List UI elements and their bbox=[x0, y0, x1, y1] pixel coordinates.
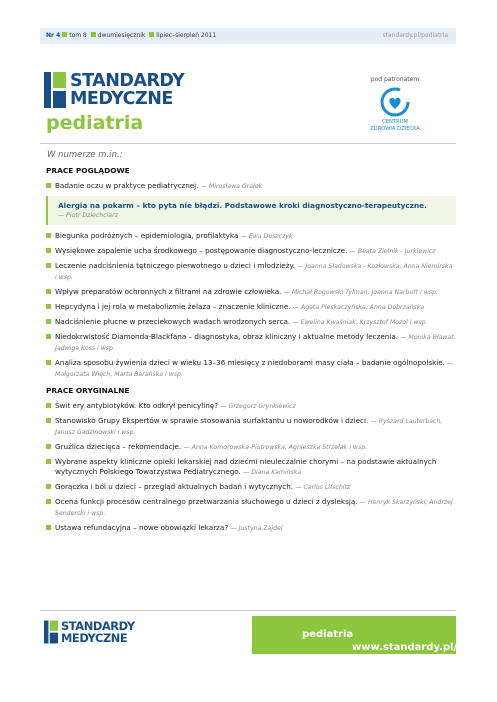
article-item[interactable] bbox=[46, 442, 456, 453]
article-title: Świt ery antybiotyków. Kto odkrył penicylinę? bbox=[55, 401, 219, 410]
issue-bar bbox=[40, 28, 456, 44]
article-item[interactable] bbox=[46, 246, 456, 257]
footer-divider bbox=[40, 610, 456, 611]
article-title: Leczenie nadciśnienia tętniczego pierwotnego u dzieci i młodzieży. bbox=[55, 261, 295, 270]
article-item[interactable] bbox=[46, 261, 456, 283]
article-authors: — Piotr Dziechciarz bbox=[58, 212, 118, 219]
bullet-square-icon bbox=[46, 525, 51, 530]
bullet-square-icon bbox=[91, 32, 96, 37]
bullet-square-icon bbox=[46, 289, 51, 294]
article-item[interactable] bbox=[46, 523, 456, 534]
article-title: Badanie oczu w praktyce pediatrycznej. bbox=[55, 181, 199, 190]
article-title: Ustawa refundacyjna – nowe obowiązki lekarza? bbox=[55, 523, 229, 532]
period: lipiec–sierpień 2011 bbox=[156, 32, 217, 39]
logo-line2: MEDYCZNE bbox=[70, 89, 173, 109]
top-url-link[interactable]: standardy.pl/pediatria bbox=[382, 32, 448, 39]
article-title: Stanowisko Grupy Ekspertów w sprawie stosowania surfaktantu u noworodków i dzieci. bbox=[55, 416, 369, 425]
footer-logo-mark-icon bbox=[44, 620, 58, 644]
article-authors: — Anna Komorowska-Piotrowska, Agnieszka Strzelak i wsp. bbox=[183, 444, 368, 451]
bullet-square-icon bbox=[46, 499, 51, 504]
article-title: Ocena funkcji procesów centralnego przetwarzania słuchowego u dzieci z dysleksją. bbox=[55, 497, 358, 506]
article-authors: — Diana Kamińska bbox=[243, 469, 302, 476]
footer-logo bbox=[44, 620, 154, 646]
patronage bbox=[352, 76, 438, 133]
volume: tom 8 bbox=[69, 32, 87, 39]
bullet-square-icon bbox=[46, 484, 51, 489]
footer-url-link[interactable]: www.standardy.pl/ pediatria bbox=[302, 629, 458, 653]
footer-url-banner[interactable] bbox=[252, 616, 456, 654]
frequency: dwumiesięcznik bbox=[97, 32, 146, 39]
bullet-square-icon bbox=[46, 459, 51, 464]
patronage-name-2: ZDROWIA DZIECKA bbox=[370, 126, 420, 132]
article-authors: — Michał Rogowski Tylman, Joanna Narbutt i wsp. bbox=[283, 289, 438, 296]
bullet-square-icon bbox=[46, 233, 51, 238]
footer-logo-line2: MEDYCZNE bbox=[61, 631, 128, 645]
highlighted-article[interactable] bbox=[46, 196, 456, 225]
bullet-square-icon bbox=[46, 418, 51, 423]
article-authors: — Henryk Skarżyński, Andrzej Senderski i wsp. bbox=[55, 499, 453, 517]
article-authors: — Mirosława Grałek bbox=[200, 183, 263, 190]
article-authors: — Ewa Duszczyk bbox=[240, 233, 293, 240]
section-title: PRACE POGLĄDOWE bbox=[46, 166, 130, 175]
article-title: Hepcydyna i jej rola w metabolizmie żelaza – znaczenie kliniczne. bbox=[55, 302, 291, 311]
article-authors: — Justyna Zajdel bbox=[230, 525, 283, 532]
article-title: Niedokrwistość Diamonda-Blackfana – diagnostyka, obraz kliniczny i aktualne metody leczenia. bbox=[55, 332, 399, 341]
czd-heart-icon bbox=[380, 87, 410, 117]
patronage-label: pod patronatem bbox=[370, 76, 420, 83]
journal-subtitle: pediatria bbox=[46, 112, 144, 134]
bullet-square-icon bbox=[46, 319, 51, 324]
bullet-square-icon bbox=[46, 248, 51, 253]
bullet-square-icon bbox=[46, 334, 51, 339]
article-item[interactable] bbox=[46, 302, 456, 313]
standardy-logo bbox=[44, 72, 204, 110]
article-authors: — Ryszard Lauterbach, Janusz Gadzinowski i wsp. bbox=[55, 418, 443, 436]
article-item[interactable] bbox=[46, 358, 456, 380]
section-title: PRACE ORYGINALNE bbox=[46, 386, 130, 395]
footer-logo-line1: STANDARDY bbox=[61, 619, 135, 633]
article-title: Wybrane aspekty kliniczne opieki lekarskiej nad dziećmi nieuleczalnie chorymi – na podstawie aktualnych wytycznych Polskiego Towarzystwa Pediatrycznego. bbox=[55, 457, 437, 476]
article-item[interactable] bbox=[46, 482, 456, 493]
header-divider bbox=[40, 143, 456, 144]
article-item[interactable] bbox=[46, 401, 456, 412]
article-title: Wpływ preparatów ochronnych z filtrami na zdrowie człowieka. bbox=[55, 287, 282, 296]
bullet-square-icon bbox=[46, 444, 51, 449]
article-item[interactable] bbox=[46, 457, 456, 478]
issue-info bbox=[46, 32, 216, 39]
article-item[interactable] bbox=[46, 332, 456, 354]
intro-text: W numerze m.in.: bbox=[47, 150, 123, 160]
bullet-square-icon bbox=[46, 183, 51, 188]
bullet-square-icon bbox=[46, 263, 51, 268]
article-authors: — Agata Pleskaczyńska, Anna Dobrzańska bbox=[292, 304, 425, 311]
article-title: Alergia na pokarm – kto pyta nie błądzi. Podstawowe kroki diagnostyczno-terapeutyczne. bbox=[58, 201, 427, 210]
bullet-square-icon bbox=[46, 360, 51, 365]
bullet-square-icon bbox=[46, 304, 51, 309]
article-authors: — Joanna Sładowska - Kozłowska, Anna Niemirska i wsp. bbox=[55, 263, 453, 281]
issue-number: Nr 4 bbox=[46, 32, 61, 39]
article-item[interactable] bbox=[46, 317, 456, 328]
article-item[interactable] bbox=[46, 231, 456, 242]
article-title: Gorączka i ból u dzieci – przegląd aktualnych badań i wytycznych. bbox=[55, 482, 294, 491]
article-title: Biegunka podróżnych – epidemiologia, profilaktyka bbox=[55, 231, 239, 240]
article-title: Gruźlica dziecięca – rekomendacje. bbox=[55, 442, 182, 451]
article-title: Analiza sposobu żywienia dzieci w wieku 13–36 miesięcy z niedoborami masy ciała – badanie ogólnopolskie. bbox=[55, 358, 445, 367]
patronage-name-1: CENTRUM bbox=[382, 119, 408, 125]
logo-mark-icon bbox=[44, 72, 66, 108]
article-authors: — Carlos Lifschitz bbox=[295, 484, 351, 491]
article-title: Nadciśnienie płucne w przeciekowych wadach wrodzonych serca. bbox=[55, 317, 291, 326]
bullet-square-icon bbox=[149, 32, 154, 37]
article-item[interactable] bbox=[46, 287, 456, 298]
logo-line1: STANDARDY bbox=[70, 71, 185, 91]
bullet-square-icon bbox=[62, 32, 67, 37]
article-title: Wysiękowe zapalenie ucha środkowego – postępowanie diagnostyczno-lecznicze. bbox=[55, 246, 348, 255]
contents-list bbox=[46, 166, 456, 538]
article-authors: — Małgorzata Więch, Marta Barańska i wsp. bbox=[55, 360, 454, 378]
article-authors: — Grzegorz Grynkiewicz bbox=[220, 403, 296, 410]
article-item[interactable] bbox=[46, 497, 456, 519]
article-item[interactable] bbox=[46, 181, 456, 192]
article-authors: — Ewelina Kwaśniak, Krzysztof Mozol i wsp. bbox=[292, 319, 428, 326]
article-authors: — Monika Bławat, Jadwiga Koss i wsp. bbox=[55, 334, 456, 352]
article-item[interactable] bbox=[46, 416, 456, 438]
article-authors: — Beata Zielnik - Jurkiewicz bbox=[349, 248, 436, 255]
bullet-square-icon bbox=[46, 403, 51, 408]
